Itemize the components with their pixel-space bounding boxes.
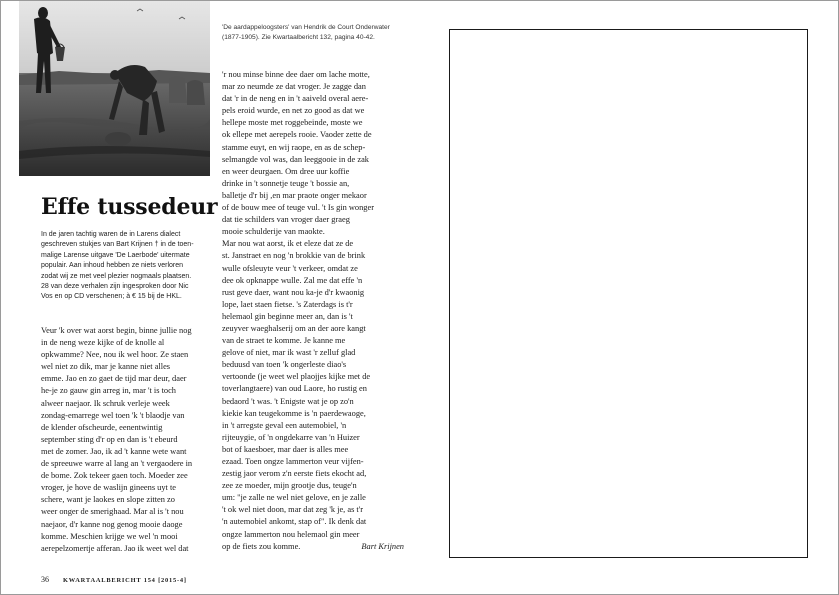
intro-line: zodat wij ze met veel plezier nogmaals plaatsen. bbox=[41, 272, 192, 280]
body-line: zondag-emarrege wel toen 'k 't blaodje van bbox=[41, 410, 185, 420]
article-title: Effe tussedeur bbox=[41, 194, 218, 220]
body-line: 'r nou minse binne dee daer om lache motte, bbox=[222, 70, 370, 79]
body-line: dat tie schilders van vroger daer graeg bbox=[222, 215, 350, 225]
body-line: toverlangtaere) van oud Laore, ho rustig en bbox=[222, 384, 367, 394]
body-line: in de neng weze kijke of de knolle al bbox=[41, 338, 165, 348]
body-line: rijteuygie, of 'n ongdekarre van 'n Huizer bbox=[222, 432, 360, 442]
body-line: pels eroid wurde, en net zo good as dat we bbox=[222, 106, 365, 116]
intro-line: 28 van deze verhalen zijn ingesproken door Nic bbox=[41, 283, 189, 291]
body-line: ok ellepe met aerepels rooie. Vaoder zette de bbox=[222, 130, 372, 140]
body-line: beduusd van toen 'k ongerleste diao's bbox=[222, 360, 347, 370]
body-column-1 bbox=[41, 325, 221, 555]
image-caption bbox=[222, 23, 402, 43]
body-line: zeuyver waeghalserij om an der aore kangt bbox=[222, 323, 366, 333]
body-line: drinke in 't sonnetje teuge 't bossie an, bbox=[222, 178, 350, 188]
body-line: wel niet zo dik, mar je kanne niet alles bbox=[41, 362, 171, 372]
body-line: in 't arregste geval een autemobiel, 'n bbox=[222, 420, 347, 430]
body-line: komme. Meschien krijge we wel 'n mooi bbox=[41, 531, 178, 541]
body-line: he-je zo gauw gin arreg in, mar 't is toch bbox=[41, 386, 176, 396]
body-line: selmangde vol was, dan leeggooie in de zak bbox=[222, 154, 369, 164]
body-line: zee ze moeder, mijn grootje dus, teuge'n bbox=[222, 481, 357, 491]
body-line: zestig jaor verom z'n eerste fiets ekocht ad, bbox=[222, 469, 367, 479]
body-line: wulle ofsleuyte veur 't verkeer, omdat ze bbox=[222, 263, 358, 273]
body-line: lope, laet staen fietse. 's Zaterdags is t'r bbox=[222, 299, 353, 309]
page-footer bbox=[41, 575, 187, 584]
body-line: de klender ofscheurde, eenentwintig bbox=[41, 422, 163, 432]
body-line: 't ok wel niet doon, mar dat zeg 'k je, as t'r bbox=[222, 505, 364, 515]
body-line: rust geve daer, want nou ka-je d'r kwaonig bbox=[222, 287, 365, 297]
body-line: ezaad. Toen ongze lammerton veur vijfen- bbox=[222, 457, 364, 466]
body-line: aerepelzomertje afferan. Jao ik weet wel dat bbox=[41, 543, 189, 553]
article-intro bbox=[41, 230, 217, 303]
painting-aardappeloogsters bbox=[19, 1, 210, 176]
intro-line: Vos en op CD verschenen; à € 15 bij de HKL. bbox=[41, 293, 182, 301]
body-line: de spreeuwe warre al lang an 't vergaodere in bbox=[41, 459, 193, 469]
body-line: de bome. Zok tekeer gaen toch. Moeder zee bbox=[41, 471, 188, 481]
intro-line: In de jaren tachtig waren de in Larens dialect bbox=[41, 231, 181, 238]
body-line: of de bouw mee of teuge vul. 't Is gin wonger bbox=[222, 203, 374, 213]
body-line: dat 'r in de neng en in 't aaiveld overal aere- bbox=[222, 94, 369, 104]
body-line: st. Janstraet en nog 'n brokkie van de brink bbox=[222, 251, 366, 261]
body-line: hellepe moste met roggebeinde, moste we bbox=[222, 118, 363, 128]
body-line: op de fiets zou komme. bbox=[222, 541, 301, 551]
body-line: schere, want je laokes en slope zitten zo bbox=[41, 495, 175, 505]
body-line: september sting d'r op en dan is 't ebeurd bbox=[41, 434, 178, 444]
body-line: en weer deurgaen. Om dree uur koffie bbox=[222, 166, 350, 176]
body-line: helemaol gin beginne meer an, dan is 't bbox=[222, 311, 353, 321]
painting-image bbox=[19, 1, 210, 176]
body-line: balletje d'r bij ,en mar praote onger mekaor bbox=[222, 190, 367, 200]
body-line: vertoonde (je weet wel plaojjes kijke met de bbox=[222, 372, 371, 382]
body-line: mooie schulderije van maokte. bbox=[222, 227, 325, 237]
body-line: gelove of niet, mar ik wast 'r zelluf glad bbox=[222, 348, 356, 358]
body-line: alweer naejaor. Ik schruk verleje week bbox=[41, 398, 170, 408]
magazine-issue: KWARTAALBERICHT 154 [2015-4] bbox=[63, 577, 187, 584]
body-column-2 bbox=[222, 69, 404, 553]
body-line: Veur 'k over wat aorst begin, binne jullie nog bbox=[41, 326, 192, 335]
caption-line-1: 'De aardappeloogsters' van Hendrik de Court Onderwater bbox=[222, 24, 390, 31]
body-line: Mar nou wat aorst, ik et eleze dat ze de bbox=[222, 239, 354, 249]
body-line: opkwamme? Nee, nou ik wel hoor. Ze staen bbox=[41, 350, 189, 360]
body-line: emme. Jao en zo gaet de tijd mar deur, daer bbox=[41, 374, 187, 384]
page-number: 36 bbox=[41, 575, 49, 584]
body-line: 'n autemobiel ankomt, stap of". Ik denk dat bbox=[222, 517, 367, 527]
intro-line: malige Larense uitgave 'De Laerbode' uitermate bbox=[41, 251, 190, 259]
author-signature: Bart Krijnen bbox=[361, 541, 404, 551]
empty-image-frame bbox=[449, 29, 808, 558]
intro-line: populair. Aan inhoud hebben ze niets verloren bbox=[41, 262, 184, 270]
body-line: mar zo neumde ze dat vroger. Je zagge dan bbox=[222, 82, 366, 92]
body-line-last bbox=[222, 541, 404, 553]
body-line: kiekie kan teugekomme is 'n paerdewaoge, bbox=[222, 408, 366, 418]
body-line: vroger, je hove de waslijn gineens uyt te bbox=[41, 483, 177, 493]
body-line: stamme euyt, en wij raope, en as de schep- bbox=[222, 142, 366, 152]
body-line: naejaor, d'r kanne nog genog mooie daoge bbox=[41, 519, 183, 529]
intro-line: geschreven stukjes van Bart Krijnen † in de toen- bbox=[41, 241, 194, 249]
body-line: van de straet te komme. Je kanne me bbox=[222, 336, 346, 346]
caption-line-2: (1877-1905). Zie Kwartaalbericht 132, pagina 40-42. bbox=[222, 34, 375, 42]
body-line: dee ok opknappe wulle. Zal me dat effe 'n bbox=[222, 275, 363, 285]
body-line: bot of kaesboer, mar daer is alles mee bbox=[222, 444, 349, 454]
body-line: met de zomer. Jao, ik ad 't kanne wete want bbox=[41, 446, 187, 456]
body-line: um: "je zalle ne wel niet gelove, en je zalle bbox=[222, 493, 366, 503]
body-line: bedaord 't was. 't Enigste wat je op zo'n bbox=[222, 396, 354, 406]
body-line: ongze lammerton nou helemaol gin meer bbox=[222, 529, 360, 539]
body-line: weer onger de smerighaad. Mar al is 't nou bbox=[41, 507, 184, 517]
